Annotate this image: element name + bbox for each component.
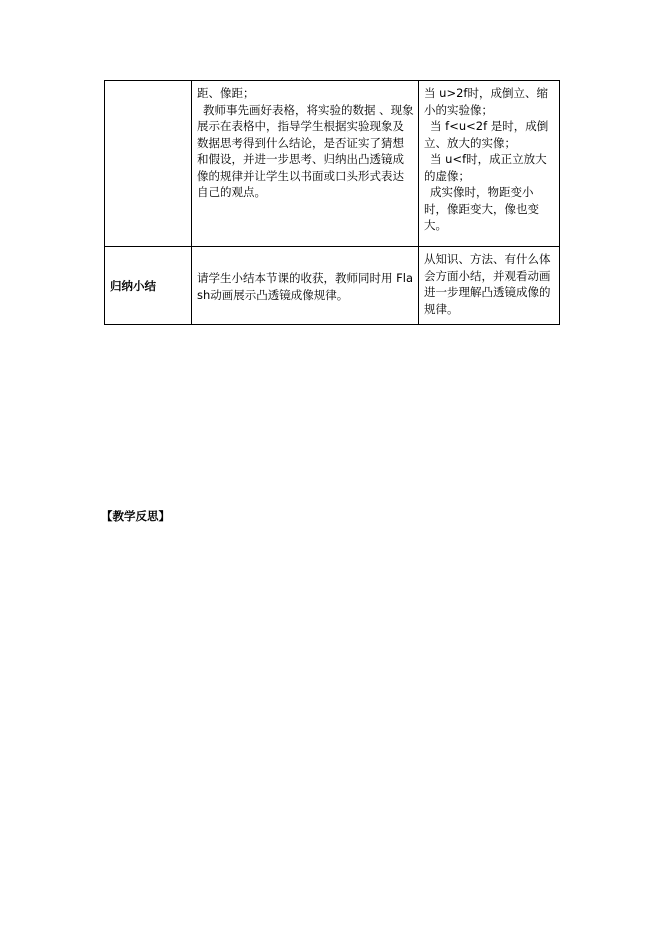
stage-cell (105, 81, 192, 247)
student-activity-cell (419, 247, 560, 325)
student-text: 当 f<u<2f 是时，成倒立、放大的实像； (424, 119, 549, 150)
reflection-heading: 【教学反思】 (101, 509, 170, 523)
student-text: 当 u>2f时，成倒立、缩小的实验像； (424, 86, 548, 117)
teacher-text: 距、像距； (197, 86, 255, 100)
table-row (105, 247, 560, 325)
student-activity-cell (419, 81, 560, 247)
teacher-activity-cell (192, 81, 419, 247)
student-text: 从知识、方法、有什么体会方面小结，并观看动画进一步理解凸透镜成像的规律。 (424, 252, 551, 316)
student-text: 成实像时，物距变小时，像距变大，像也变大。 (424, 185, 539, 232)
stage-cell: 归纳小结 (105, 247, 192, 325)
teacher-text: 请学生小结本节课的收获，教师同时用 Flash动画展示凸透镜成像规律。 (197, 271, 414, 302)
table-row (105, 81, 560, 247)
student-text: 当 u<f时，成正立放大的虚像； (424, 152, 547, 183)
teacher-activity-cell (192, 247, 419, 325)
teacher-text: 教师事先画好表格，将实验的数据 、现象展示在表格中，指导学生根据实验现象及数据思考得到什么结论，是否证实了猜想和假设，并进一步思考、归纳出凸透镜成像的规律并让学生以书面或口头形式表达自己的观点。 (197, 102, 414, 199)
lesson-table (104, 80, 560, 325)
